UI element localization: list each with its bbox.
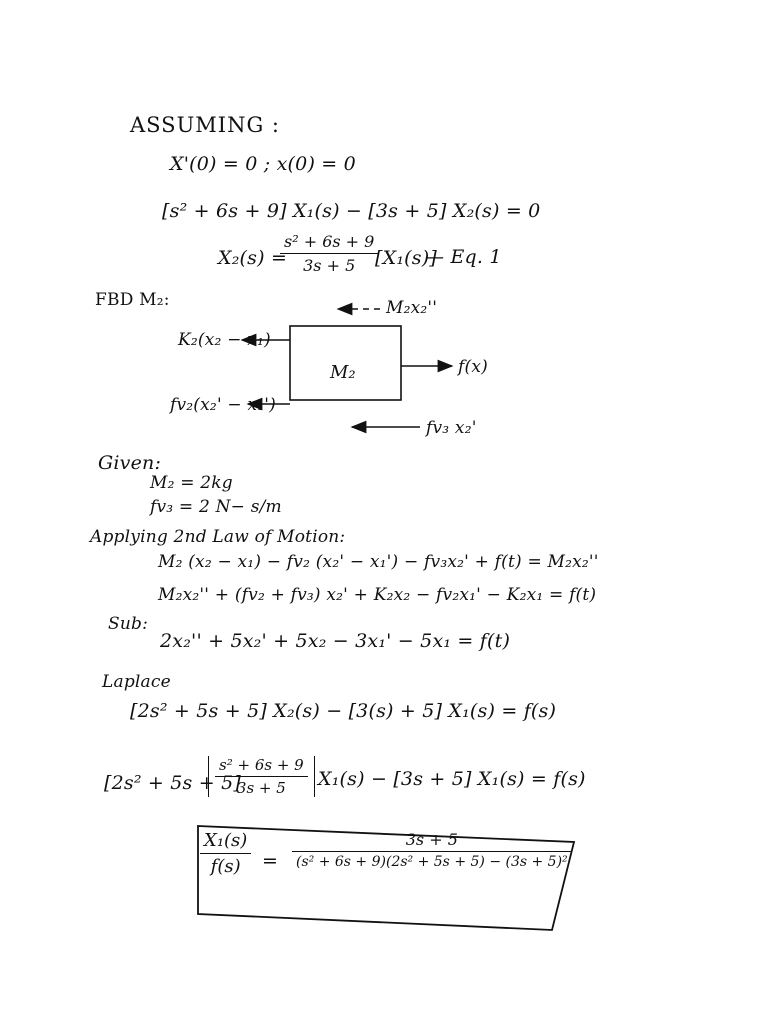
result-rhs-numerator: 3s + 5 — [405, 830, 458, 849]
laplace-heading: Laplace — [102, 672, 171, 692]
assuming-heading: ASSUMING : — [130, 113, 280, 137]
result-rhs-fraction — [292, 830, 572, 870]
x2-fraction-denominator: 3s + 5 — [303, 256, 356, 275]
initial-conditions: X'(0) = 0 ; x(0) = 0 — [170, 153, 356, 175]
x2-fraction-numerator: s² + 6s + 9 — [284, 232, 375, 251]
inertia-force-label: M₂x₂'' — [386, 298, 438, 318]
fbd-label: FBD M₂: — [95, 290, 170, 310]
result-rhs-denominator: (s² + 6s + 9)(2s² + 5s + 5) − (3s + 5)² — [296, 854, 568, 870]
result-equals: = — [262, 850, 279, 872]
newton-equation-2: M₂x₂'' + (fv₂ + fv₃) x₂' + K₂x₂ − fv₂x₁' − K₂x₁ = f(t) — [158, 585, 597, 605]
result-lhs-fraction — [200, 830, 251, 877]
spring-force-label: K₂(x₂ − x₁) — [178, 330, 271, 350]
sub-equation: 2x₂'' + 5x₂' + 5x₂ − 3x₁' − 5x₁ = f(t) — [160, 630, 511, 652]
x2-lhs: X₂(s) = — [218, 247, 288, 269]
given-friction: fv₃ = 2 N− s/m — [150, 497, 282, 517]
given-mass: M₂ = 2kg — [150, 473, 233, 493]
damper-force-label: fv₂(x₂' − x₁') — [170, 395, 276, 415]
applied-force-label: f(x) — [458, 357, 488, 377]
substituted-denominator: 3s + 5 — [236, 779, 286, 797]
substituted-numerator: s² + 6s + 9 — [219, 756, 304, 774]
x2-tail: [X₁(s)] — [375, 247, 437, 269]
equation-1-line: [s² + 6s + 9] X₁(s) − [3s + 5] X₂(s) = 0 — [162, 200, 541, 222]
given-heading: Given: — [98, 452, 162, 474]
newton-equation-1: M₂ (x₂ − x₁) − fv₂ (x₂' − x₁') − fv₃x₂' + f(t) = M₂x₂'' — [158, 552, 599, 572]
substituted-left: [2s² + 5s + 5] — [104, 772, 242, 794]
mass-label: M₂ — [330, 362, 356, 383]
eq-reference: — Eq. 1 — [425, 246, 502, 268]
laplace-equation: [2s² + 5s + 5] X₂(s) − [3(s) + 5] X₁(s) = f(s) — [130, 700, 557, 722]
friction-force-label: fv₃ x₂' — [426, 418, 477, 438]
substituted-right: X₁(s) − [3s + 5] X₁(s) = f(s) — [318, 768, 586, 790]
sub-heading: Sub: — [108, 614, 149, 634]
result-lhs-denominator: f(s) — [210, 856, 241, 877]
result-lhs-numerator: X₁(s) — [204, 830, 248, 851]
newton-heading: Applying 2nd Law of Motion: — [90, 527, 346, 547]
